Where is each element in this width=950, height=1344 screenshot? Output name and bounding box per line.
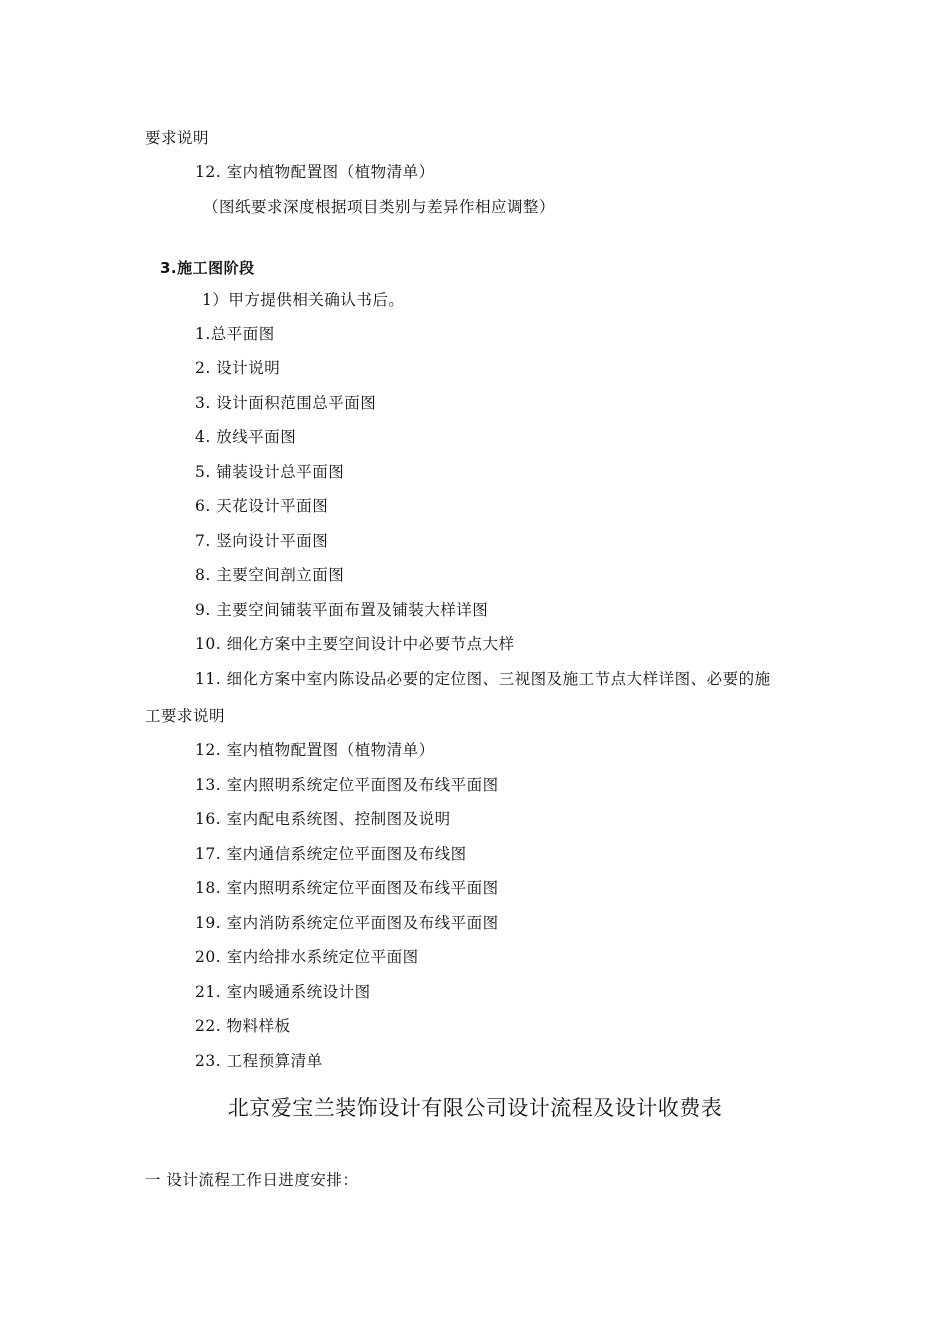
depth-note: （图纸要求深度根据项目类别与差异作相应调整）	[203, 198, 556, 216]
list-item: 18. 室内照明系统定位平面图及布线平面图	[195, 879, 499, 897]
list-item: 8. 主要空间剖立面图	[195, 566, 345, 584]
list-item: 23. 工程预算清单	[195, 1052, 323, 1070]
list-item: 5. 铺装设计总平面图	[195, 463, 345, 481]
list-item: 12. 室内植物配置图（植物清单）	[195, 741, 435, 759]
list-item: 9. 主要空间铺装平面布置及铺装大样详图	[195, 601, 489, 619]
section-intro: 1）甲方提供相关确认书后。	[202, 291, 405, 309]
list-item: 2. 设计说明	[195, 359, 281, 377]
list-item: 1.总平面图	[195, 325, 275, 343]
list-item-12-top: 12. 室内植物配置图（植物清单）	[195, 163, 435, 181]
list-item: 21. 室内暖通系统设计图	[195, 983, 371, 1001]
continuation-text: 要求说明	[145, 129, 210, 147]
list-item: 22. 物料样板	[195, 1017, 291, 1035]
list-item: 16. 室内配电系统图、控制图及说明	[195, 810, 451, 828]
list-item: 4. 放线平面图	[195, 428, 297, 446]
list-item: 11. 细化方案中室内陈设品必要的定位图、三视图及施工节点大样详图、必要的施	[195, 670, 771, 688]
part-heading: 一 设计流程工作日进度安排：	[145, 1171, 359, 1189]
list-item-continuation: 工要求说明	[145, 707, 226, 725]
list-item: 3. 设计面积范围总平面图	[195, 394, 377, 412]
section-heading: 3.施工图阶段	[160, 259, 255, 277]
list-item: 7. 竖向设计平面图	[195, 532, 329, 550]
list-item: 17. 室内通信系统定位平面图及布线图	[195, 845, 467, 863]
document-title: 北京爱宝兰装饰设计有限公司设计流程及设计收费表	[227, 1096, 723, 1120]
list-item: 10. 细化方案中主要空间设计中必要节点大样	[195, 635, 515, 653]
list-item: 13. 室内照明系统定位平面图及布线平面图	[195, 776, 499, 794]
list-item: 19. 室内消防系统定位平面图及布线平面图	[195, 914, 499, 932]
list-item: 20. 室内给排水系统定位平面图	[195, 948, 419, 966]
list-item: 6. 天花设计平面图	[195, 497, 329, 515]
